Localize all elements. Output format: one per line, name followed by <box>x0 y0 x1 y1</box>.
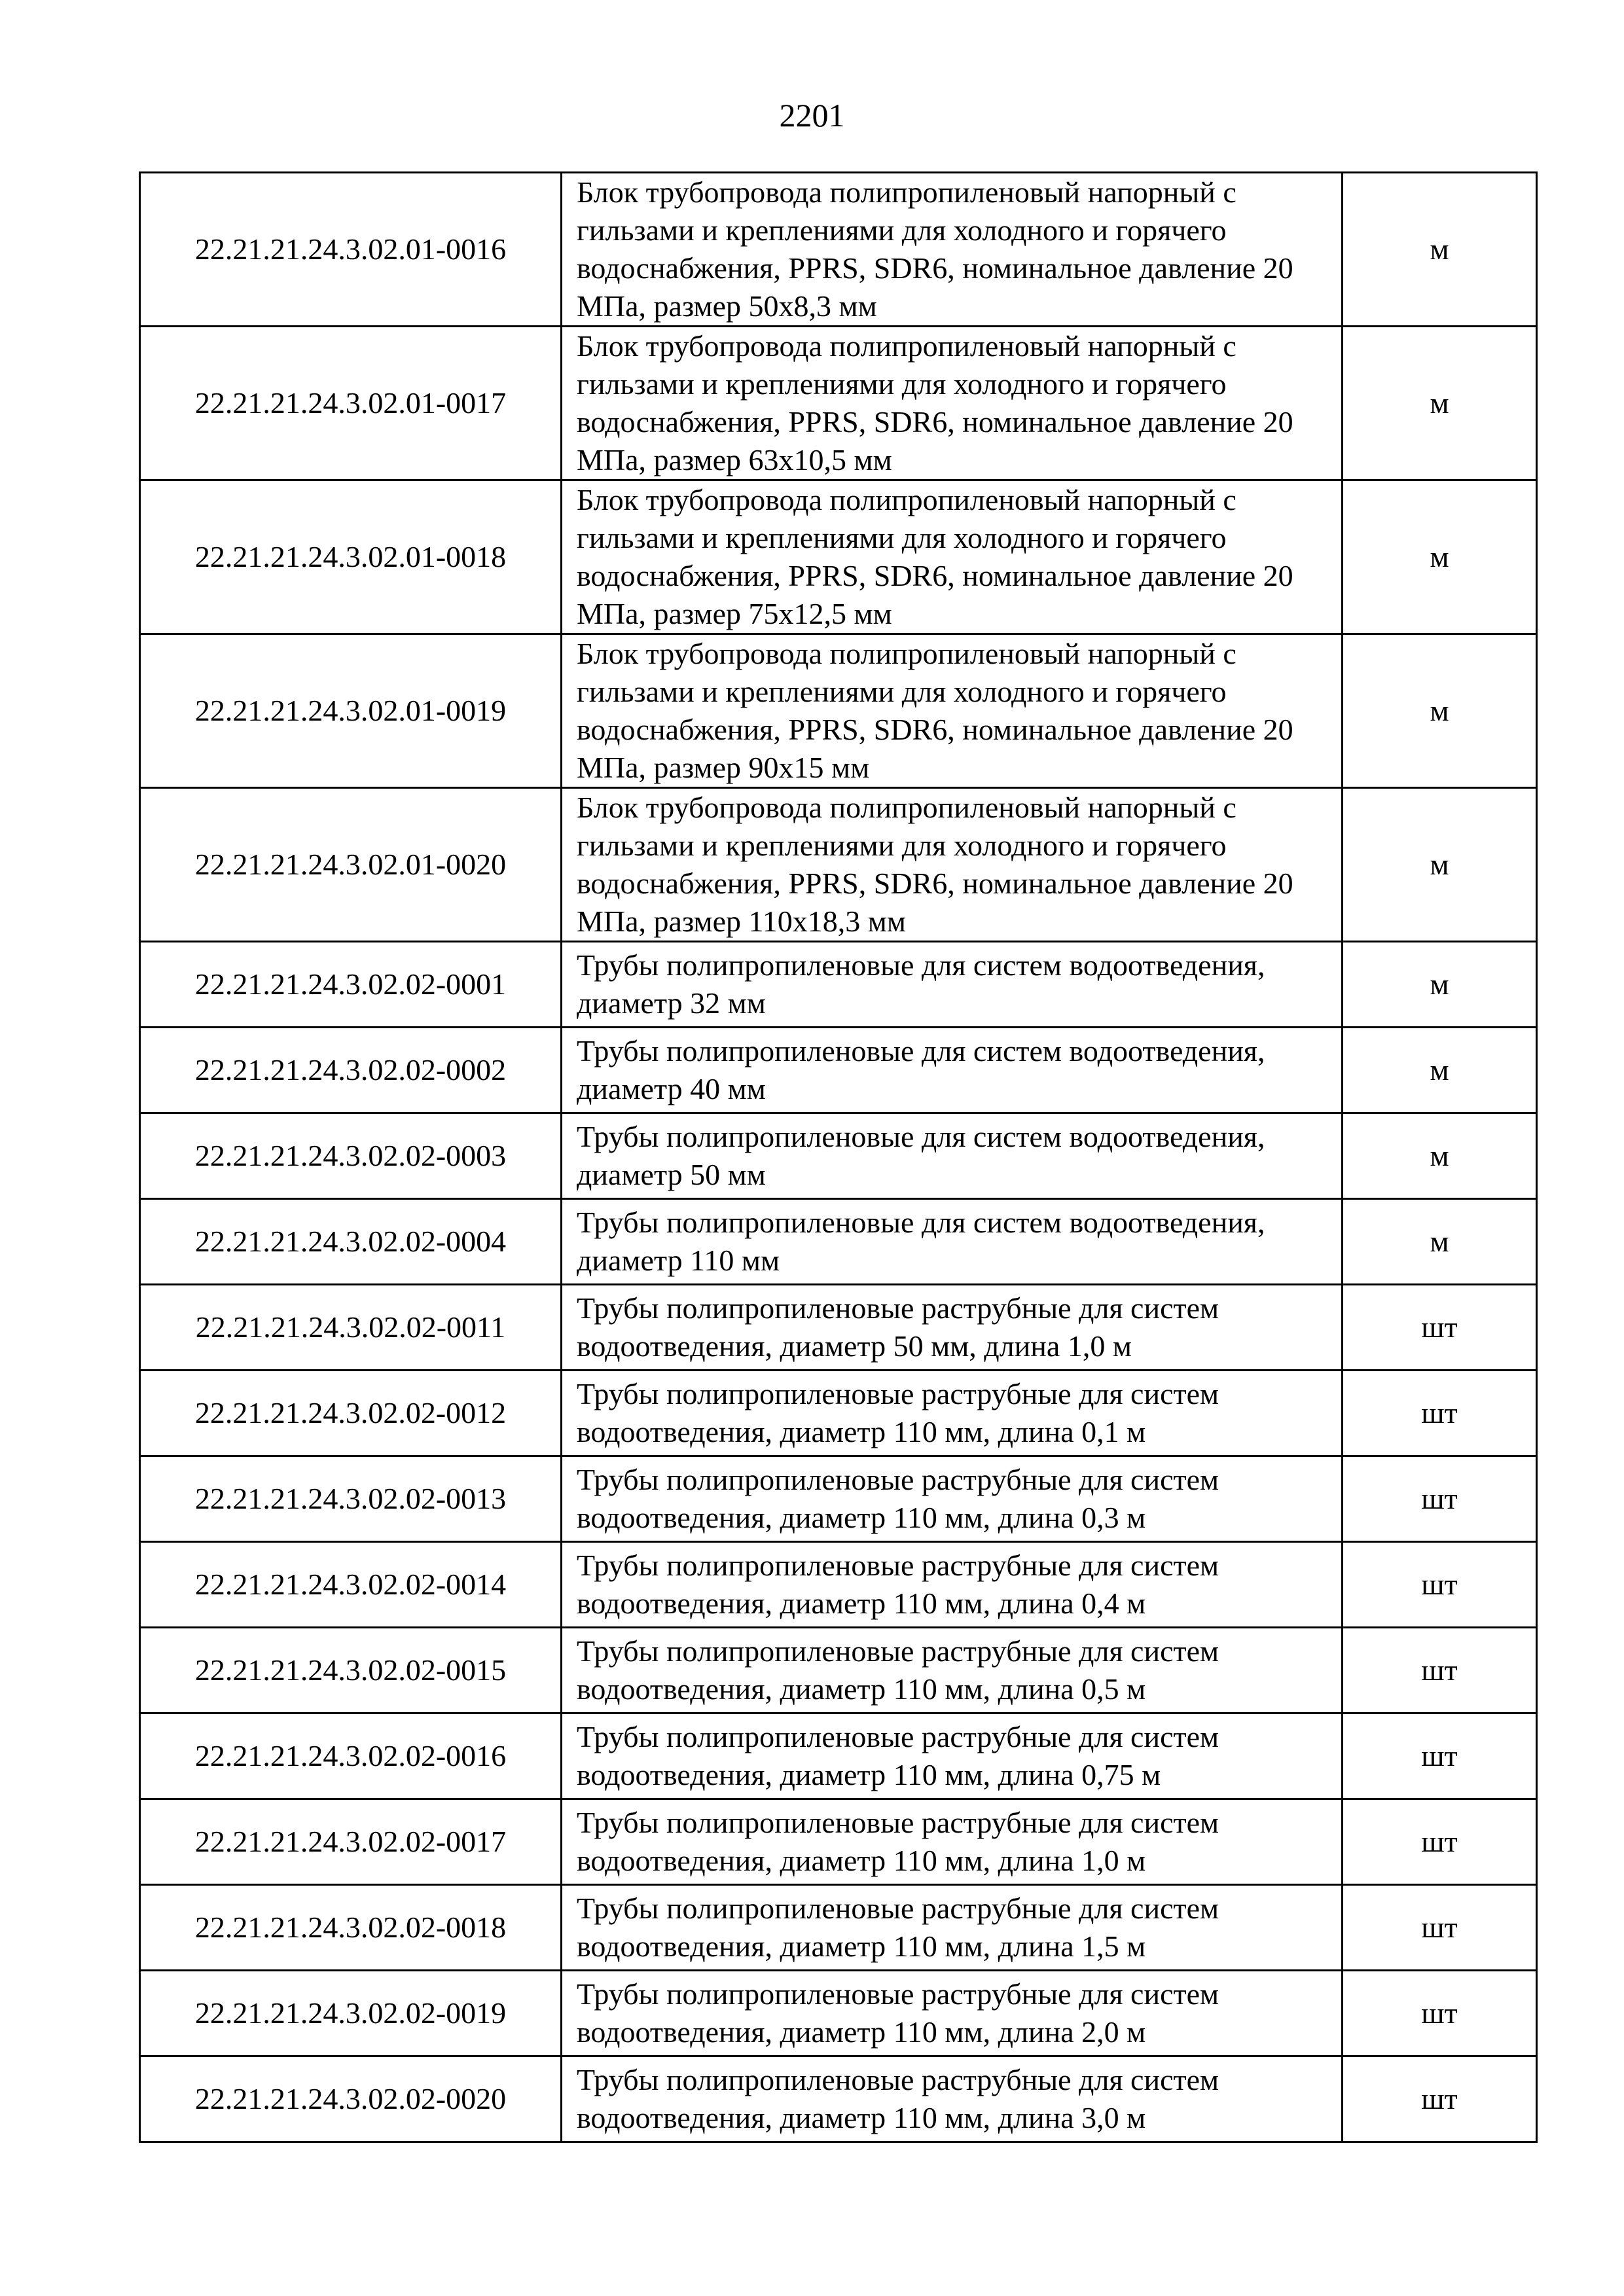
item-name: Трубы полипропиленовые для систем водоотведения, диаметр 110 мм <box>562 1199 1343 1285</box>
item-unit: шт <box>1343 1971 1537 2056</box>
item-name: Блок трубопровода полипропиленовый напорный с гильзами и креплениями для холодного и горячего водоснабжения, PPRS, SDR6, номинальное давление 20 МПа, размер 50х8,3 мм <box>562 173 1343 327</box>
item-name: Трубы полипропиленовые раструбные для систем водоотведения, диаметр 110 мм, длина 1,0 м <box>562 1799 1343 1885</box>
item-unit: м <box>1343 1028 1537 1113</box>
item-name: Трубы полипропиленовые раструбные для систем водоотведения, диаметр 110 мм, длина 0,5 м <box>562 1628 1343 1713</box>
item-unit: м <box>1343 788 1537 942</box>
table-row <box>140 1285 1537 1371</box>
item-code: 22.21.21.24.3.02.02-0018 <box>140 1885 562 1971</box>
table-row <box>140 480 1537 634</box>
item-unit: м <box>1343 634 1537 788</box>
table-row <box>140 1371 1537 1456</box>
item-name: Блок трубопровода полипропиленовый напорный с гильзами и креплениями для холодного и горячего водоснабжения, PPRS, SDR6, номинальное давление 20 МПа, размер 90х15 мм <box>562 634 1343 788</box>
item-code: 22.21.21.24.3.02.02-0002 <box>140 1028 562 1113</box>
materials-table <box>139 171 1538 2143</box>
item-code: 22.21.21.24.3.02.02-0003 <box>140 1113 562 1199</box>
item-unit: м <box>1343 173 1537 327</box>
item-unit: шт <box>1343 1285 1537 1371</box>
item-code: 22.21.21.24.3.02.01-0016 <box>140 173 562 327</box>
item-unit: шт <box>1343 1371 1537 1456</box>
item-name: Трубы полипропиленовые для систем водоотведения, диаметр 40 мм <box>562 1028 1343 1113</box>
item-code: 22.21.21.24.3.02.01-0017 <box>140 327 562 480</box>
item-name: Трубы полипропиленовые раструбные для систем водоотведения, диаметр 110 мм, длина 3,0 м <box>562 2056 1343 2142</box>
item-unit: шт <box>1343 1799 1537 1885</box>
item-unit: м <box>1343 480 1537 634</box>
item-name: Трубы полипропиленовые раструбные для систем водоотведения, диаметр 110 мм, длина 0,4 м <box>562 1542 1343 1628</box>
table-row <box>140 173 1537 327</box>
table-row <box>140 1713 1537 1799</box>
item-name: Трубы полипропиленовые для систем водоотведения, диаметр 32 мм <box>562 942 1343 1028</box>
item-name: Трубы полипропиленовые раструбные для систем водоотведения, диаметр 110 мм, длина 1,5 м <box>562 1885 1343 1971</box>
table-row <box>140 1971 1537 2056</box>
item-name: Трубы полипропиленовые раструбные для систем водоотведения, диаметр 110 мм, длина 2,0 м <box>562 1971 1343 2056</box>
item-name: Блок трубопровода полипропиленовый напорный с гильзами и креплениями для холодного и горячего водоснабжения, PPRS, SDR6, номинальное давление 20 МПа, размер 75х12,5 мм <box>562 480 1343 634</box>
table-row <box>140 788 1537 942</box>
item-name: Трубы полипропиленовые раструбные для систем водоотведения, диаметр 110 мм, длина 0,1 м <box>562 1371 1343 1456</box>
table-row <box>140 327 1537 480</box>
item-unit: м <box>1343 1113 1537 1199</box>
table-row <box>140 1628 1537 1713</box>
item-code: 22.21.21.24.3.02.02-0015 <box>140 1628 562 1713</box>
table-row <box>140 1113 1537 1199</box>
item-unit: шт <box>1343 1628 1537 1713</box>
item-unit: шт <box>1343 2056 1537 2142</box>
table-row <box>140 942 1537 1028</box>
item-unit: м <box>1343 327 1537 480</box>
table-row <box>140 1885 1537 1971</box>
table-row <box>140 1199 1537 1285</box>
item-code: 22.21.21.24.3.02.02-0014 <box>140 1542 562 1628</box>
item-unit: м <box>1343 942 1537 1028</box>
item-name: Блок трубопровода полипропиленовый напорный с гильзами и креплениями для холодного и горячего водоснабжения, PPRS, SDR6, номинальное давление 20 МПа, размер 63х10,5 мм <box>562 327 1343 480</box>
item-name: Трубы полипропиленовые для систем водоотведения, диаметр 50 мм <box>562 1113 1343 1199</box>
item-unit: м <box>1343 1199 1537 1285</box>
item-code: 22.21.21.24.3.02.02-0020 <box>140 2056 562 2142</box>
item-code: 22.21.21.24.3.02.02-0019 <box>140 1971 562 2056</box>
table-row <box>140 634 1537 788</box>
item-unit: шт <box>1343 1542 1537 1628</box>
item-code: 22.21.21.24.3.02.01-0020 <box>140 788 562 942</box>
item-code: 22.21.21.24.3.02.02-0016 <box>140 1713 562 1799</box>
item-unit: шт <box>1343 1885 1537 1971</box>
table-row <box>140 1542 1537 1628</box>
page-number: 2201 <box>779 97 845 134</box>
item-code: 22.21.21.24.3.02.02-0012 <box>140 1371 562 1456</box>
item-name: Трубы полипропиленовые раструбные для систем водоотведения, диаметр 110 мм, длина 0,75 м <box>562 1713 1343 1799</box>
item-name: Трубы полипропиленовые раструбные для систем водоотведения, диаметр 50 мм, длина 1,0 м <box>562 1285 1343 1371</box>
item-code: 22.21.21.24.3.02.02-0011 <box>140 1285 562 1371</box>
table-row <box>140 1456 1537 1542</box>
item-code: 22.21.21.24.3.02.01-0018 <box>140 480 562 634</box>
item-code: 22.21.21.24.3.02.02-0004 <box>140 1199 562 1285</box>
table-row <box>140 2056 1537 2142</box>
table-row <box>140 1799 1537 1885</box>
item-name: Блок трубопровода полипропиленовый напорный с гильзами и креплениями для холодного и горячего водоснабжения, PPRS, SDR6, номинальное давление 20 МПа, размер 110х18,3 мм <box>562 788 1343 942</box>
item-code: 22.21.21.24.3.02.02-0013 <box>140 1456 562 1542</box>
item-unit: шт <box>1343 1713 1537 1799</box>
table-row <box>140 1028 1537 1113</box>
item-code: 22.21.21.24.3.02.02-0001 <box>140 942 562 1028</box>
item-code: 22.21.21.24.3.02.02-0017 <box>140 1799 562 1885</box>
item-code: 22.21.21.24.3.02.01-0019 <box>140 634 562 788</box>
item-unit: шт <box>1343 1456 1537 1542</box>
item-name: Трубы полипропиленовые раструбные для систем водоотведения, диаметр 110 мм, длина 0,3 м <box>562 1456 1343 1542</box>
